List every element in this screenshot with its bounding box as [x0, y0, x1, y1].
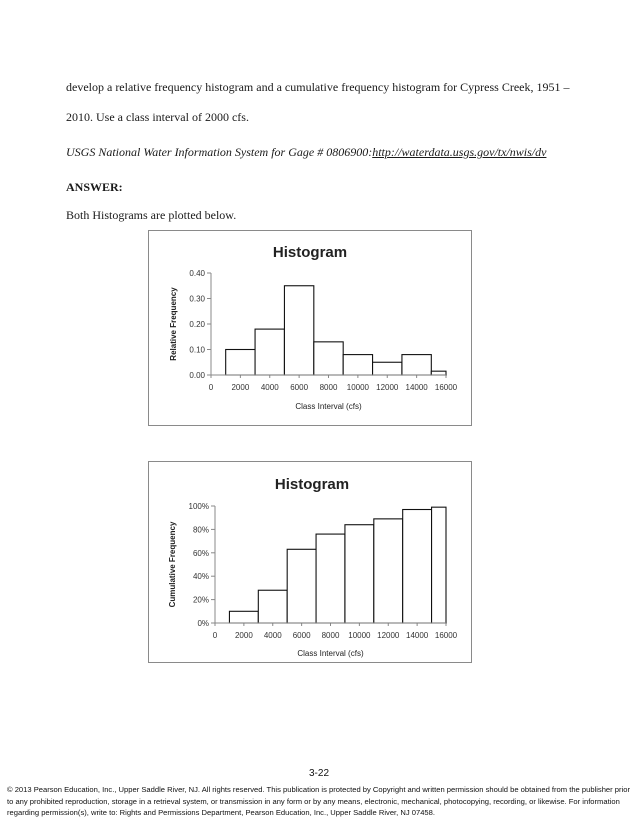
x-tick-label: 12000 — [377, 631, 400, 640]
y-tick-label: 80% — [192, 525, 209, 535]
question-text-line-1: develop a relative frequency histogram and a cumulative frequency histogram for Cypress Creek, 1951 – — [66, 80, 570, 94]
histogram-bar — [402, 355, 431, 375]
histogram-bar — [226, 350, 255, 376]
x-tick-label: 10000 — [346, 383, 369, 392]
y-axis-label: Cumulative Frequency — [168, 521, 177, 608]
chart-title: Histogram — [274, 476, 350, 493]
histogram-bar — [255, 329, 284, 375]
cumulative-frequency-chart-svg — [149, 462, 471, 662]
histogram-bar — [314, 342, 343, 375]
chart-title: Histogram — [272, 244, 348, 261]
x-tick-label: 2000 — [231, 383, 250, 392]
x-tick-label: 8000 — [319, 383, 338, 392]
y-tick-label: 40% — [192, 572, 209, 582]
copyright-footer: © 2013 Pearson Education, Inc., Upper Saddle River, NJ. All rights reserved. This publication is protected by Copyright and written permission should be obtained from the publisher prior to any prohibited reproduction, storage in a retrieval system, or transmission in any form or by any means, electronic, mechanical, photocopying, recording, or likewise. For information regarding permission(s), write to: Rights and Permissions Department, Pearson Education, Inc., Upper Saddle River, NJ 07458. — [7, 785, 630, 818]
histogram-bar — [345, 525, 374, 623]
x-tick-label: 2000 — [234, 631, 253, 640]
histogram-bar — [403, 510, 432, 623]
x-tick-label: 12000 — [376, 383, 399, 392]
cumulative-frequency-chart — [148, 461, 472, 663]
histogram-bar — [343, 355, 372, 375]
y-tick-label: 0.40 — [189, 269, 205, 278]
page-number: 3-22 — [308, 768, 329, 779]
x-tick-label: 16000 — [434, 631, 458, 640]
source-link[interactable]: http://waterdata.usgs.gov/tx/nwis/dv — [372, 145, 547, 159]
relative-frequency-chart-svg — [149, 231, 471, 425]
y-tick-label: 20% — [192, 595, 209, 605]
histogram-bar — [287, 549, 316, 623]
x-tick-label: 14000 — [405, 383, 428, 392]
histogram-bar — [373, 362, 402, 375]
y-tick-label: 0.30 — [189, 294, 205, 304]
histogram-bar — [229, 611, 258, 623]
histogram-bar — [431, 371, 446, 375]
question-text-line-2: 2010. Use a class interval of 2000 cfs. — [66, 110, 249, 124]
x-tick-label: 10000 — [348, 631, 371, 640]
x-axis-label: Class Interval (cfs) — [297, 649, 364, 658]
x-tick-label: 6000 — [290, 383, 309, 392]
y-tick-label: 0.20 — [189, 320, 205, 329]
histogram-bar — [316, 534, 345, 623]
y-tick-label: 0% — [197, 619, 209, 628]
answer-text: Both Histograms are plotted below. — [66, 208, 237, 222]
x-tick-label: 6000 — [292, 631, 311, 640]
x-tick-label: 8000 — [321, 631, 340, 640]
x-tick-label: 4000 — [260, 383, 279, 392]
x-tick-label: 14000 — [406, 631, 429, 640]
answer-heading: ANSWER: — [66, 180, 123, 194]
x-axis-label: Class Interval (cfs) — [295, 402, 362, 411]
histogram-bar — [374, 519, 403, 623]
histogram-bar — [432, 507, 446, 623]
y-tick-label: 0.10 — [189, 345, 205, 355]
y-tick-label: 0.00 — [189, 371, 205, 380]
histogram-bar — [258, 590, 287, 623]
x-tick-label: 16000 — [434, 383, 458, 392]
y-axis-label: Relative Frequency — [169, 287, 178, 361]
histogram-bar — [284, 286, 313, 375]
x-tick-label: 0 — [208, 383, 214, 392]
y-tick-label: 100% — [188, 502, 209, 511]
y-tick-label: 60% — [192, 548, 209, 558]
x-tick-label: 4000 — [263, 631, 282, 640]
source-citation — [66, 145, 546, 160]
relative-frequency-chart — [148, 230, 472, 426]
x-tick-label: 0 — [212, 631, 218, 640]
source-prefix: USGS National Water Information System for Gage # 0806900: — [66, 145, 373, 159]
